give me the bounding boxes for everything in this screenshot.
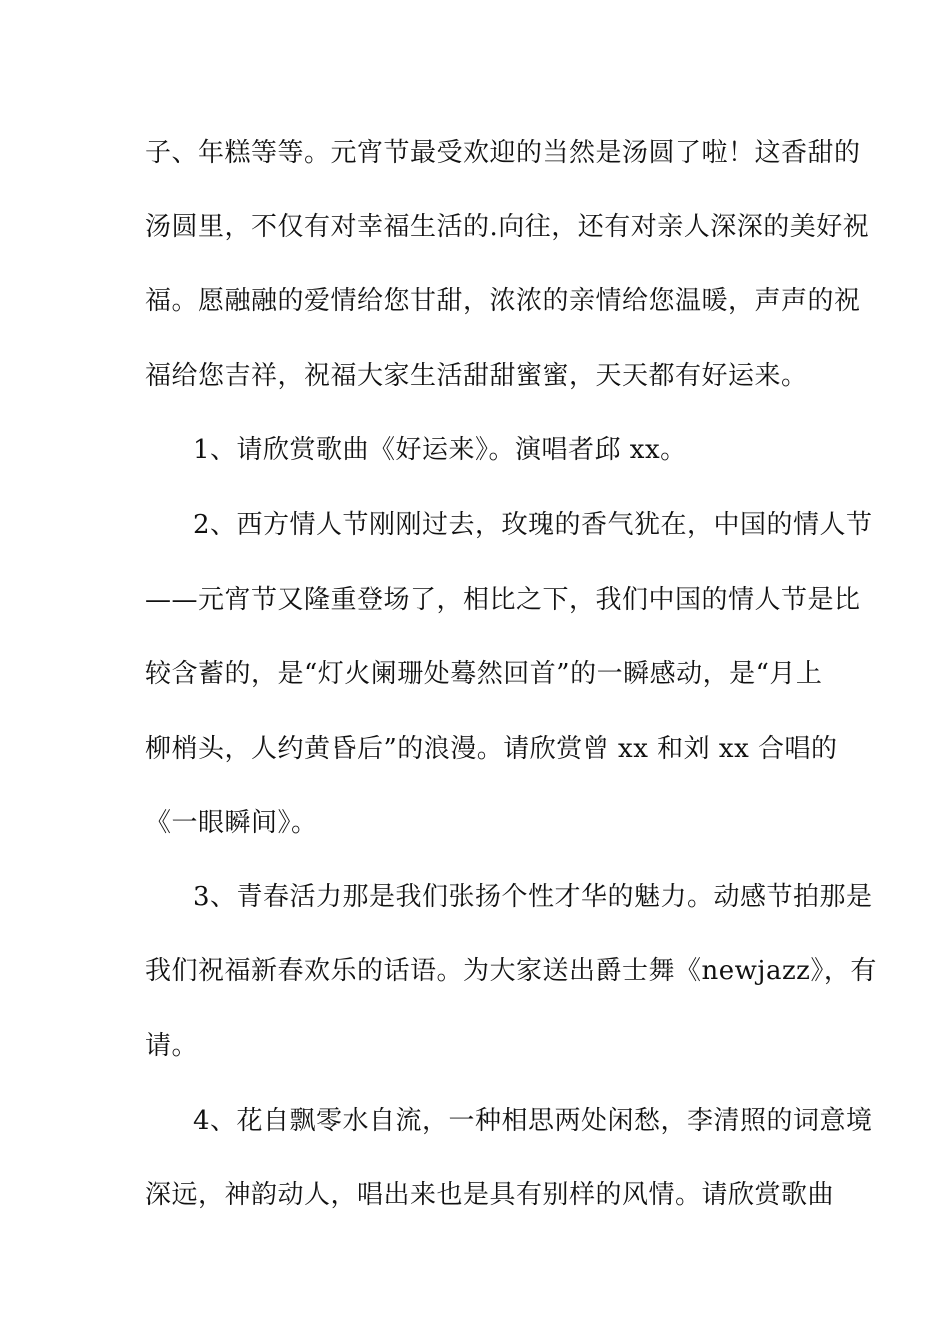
- text-line: 我们祝福新春欢乐的话语。为大家送出爵士舞《newjazz》，有: [145, 956, 877, 986]
- paragraph-item-2: 2、西方情人节刚刚过去，玫瑰的香气犹在，中国的情人节: [193, 510, 873, 540]
- text-line: 子、年糕等等。元宵节最受欢迎的当然是汤圆了啦！这香甜的: [145, 138, 861, 168]
- text-line: 《一眼瞬间》。: [145, 808, 318, 838]
- text-line: 福给您吉祥，祝福大家生活甜甜蜜蜜，天天都有好运来。: [145, 361, 808, 391]
- text-line: 请。: [145, 1031, 199, 1061]
- text-line: ——元宵节又隆重登场了，相比之下，我们中国的情人节是比: [145, 585, 861, 615]
- text-line: 汤圆里，不仅有对幸福生活的.向往，还有对亲人深深的美好祝: [145, 212, 870, 242]
- paragraph-item-3: 3、青春活力那是我们张扬个性才华的魅力。动感节拍那是: [193, 882, 873, 912]
- text-line: 深远，神韵动人，唱出来也是具有别样的风情。请欣赏歌曲: [145, 1180, 835, 1210]
- text-line: 柳梢头，人约黄昏后”的浪漫。请欣赏曾 xx 和刘 xx 合唱的: [145, 734, 838, 764]
- text-line: 较含蓄的，是“灯火阑珊处蓦然回首”的一瞬感动，是“月上: [145, 659, 823, 689]
- paragraph-item-4: 4、花自飘零水自流，一种相思两处闲愁，李清照的词意境: [193, 1106, 873, 1136]
- text-line: 福。愿融融的爱情给您甘甜，浓浓的亲情给您温暖，声声的祝: [145, 286, 861, 316]
- paragraph-item-1: 1、请欣赏歌曲《好运来》。演唱者邱 xx。: [193, 435, 687, 465]
